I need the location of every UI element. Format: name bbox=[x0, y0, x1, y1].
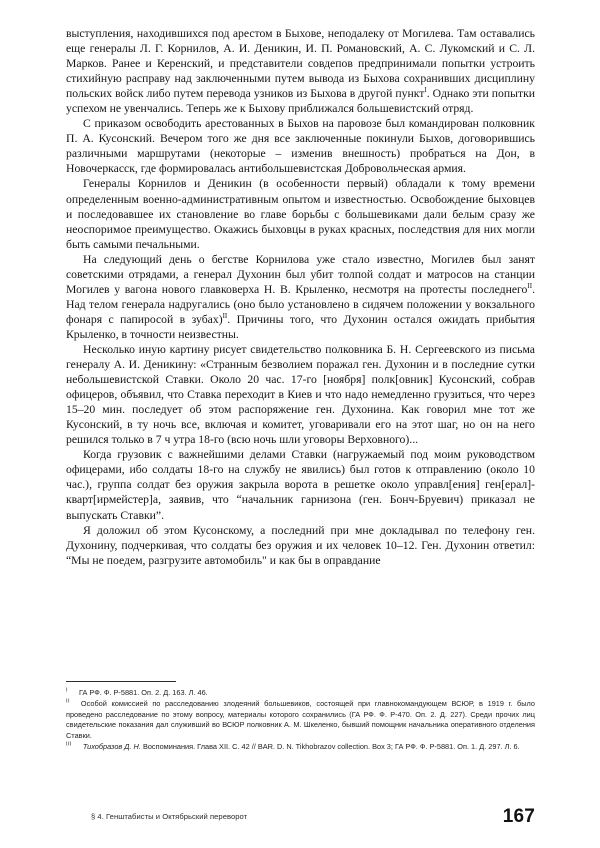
footnote-text-1: ГА РФ. Ф. Р-5881. Оп. 2. Д. 163. Л. 46. bbox=[78, 688, 208, 697]
paragraph-3 bbox=[66, 176, 535, 251]
page-number: 167 bbox=[502, 806, 535, 827]
footnote-item-1 bbox=[66, 688, 535, 699]
footnote-marker-2: II bbox=[66, 698, 70, 705]
paragraph-6 bbox=[66, 447, 535, 522]
footnote-marker-3: III bbox=[66, 741, 72, 748]
footnote-item-2 bbox=[66, 699, 535, 741]
footnote-author-3: Тихобразов Д. Н. bbox=[82, 741, 141, 751]
paragraph-4-text: На следующий день о бегстве Корнилова уже стало известно, Могилев был занят советскими отрядами, а генерал Духонин был убит толпой солдат и матросов на станции Могилев у вагона нового главковерха Н. В. Крыленко, несмотря на протесты последнего bbox=[66, 252, 535, 296]
running-header-title: § 4. Генштабисты и Октябрьский переворот bbox=[91, 812, 248, 821]
footnote-text-2: Особой комиссией по расследованию злодеяний большевиков, состоящей при главнокомандующем ВСЮР, в 1919 г. было проведено расследование по этому вопросу, материалы которого сохранились (ГА РФ. Ф. Р-470. Оп. 2. Д. 227). Среди прочих лиц свидетельские показания дал служивший во ВСЮР полковник А. М. Шкеленко, бывший помощник начальника оперативного отделения Ставки. bbox=[66, 699, 535, 740]
paragraph-5 bbox=[66, 342, 535, 447]
paragraph-1-text: выступления, находившихся под арестом в Быхове, неподалеку от Могилева. Там оставались еще генералы Л. Г. Корнилов, А. И. Деникин, И. П. Романовский, А. С. Лукомский и С. Л. Марков. Ранее и Керенский, и представители совдепов предпринимали попытки устроить стихийную расправу над заключенными путем вывода из Быхова сохранивших дисциплину польских войск либо путем перевода узников из Быхова в другой пункт bbox=[66, 27, 535, 101]
body-text-block bbox=[66, 26, 535, 568]
paragraph-1-text-after: . Однако эти попытки успехом не увенчались. Теперь же к Быхову приближался большевистский отряд. bbox=[66, 87, 536, 116]
paragraph-5-text: Несколько иную картину рисует свидетельство полковника Б. Н. Сергеевского из письма генералу А. И. Деникину: «Странным безволием поражал ген. Духонин и в последние сутки небольшевистской Ставки. Около 20 час. 17-го [ноября] полк[овник] Кусонский, собрав офицеров, объявил, что Ставка переходит в Киев и что надо немедленно грузиться, что через 15–20 мин. последует об этом распоряжение ген. Духонина. Как говорил мне тот же Кусонский, в ту ночь все, включая и комитет, уговаривали его на этот шаг, но он на него решился только в 7 ч утра 18-го (всю ночь шли уговоры Верховного)... bbox=[66, 342, 535, 447]
paragraph-3-text: Генералы Корнилов и Деникин (в особенности первый) обладали к тому времени определенным военно-административным опытом и известностью. Освобождение быховцев и последовавшее их становление во главе борьбы с большевиками дали белым сразу же неоспоримое преимущество. Окажись быховцы в руках красных, последствия для них могли быть самыми печальными. bbox=[66, 177, 535, 251]
paragraph-6-text: Когда грузовик с важнейшими делами Ставки (нагружаемый под моим руководством офицерами, ибо солдаты 18-го на службу не явились) был готов к отправлению (около 10 час.), группа солдат без оружия закрыла ворота в решетке около управл[ения] ген[ерал]-кварт[ирмейстер]а, заявив, что “начальник гарнизона (ген. Бонч-Бруевич) приказал не выпускать Ставки”. bbox=[66, 448, 535, 522]
paragraph-4-text-after-2: . Причины того, что Духонин остался ожидать прибытия Крыленко, в точности неизвестны. bbox=[66, 312, 535, 341]
paragraph-4-text-after: . Над телом генерала надругались (оно было установлено в сидячем положении у вокзального фонаря с папиросой в зубах) bbox=[66, 282, 535, 326]
paragraph-7 bbox=[66, 523, 535, 568]
footnote-ref-1: I bbox=[424, 86, 427, 95]
paragraph-4 bbox=[66, 252, 535, 342]
footnote-text-3: Воспоминания. Глава XII. С. 42 // BAR. D. N. Tikhobrazov collection. Box 3; ГА РФ. Ф. Р-5881. Оп. 1. Д. 297. Л. 6. bbox=[140, 741, 520, 751]
paragraph-2 bbox=[66, 116, 535, 176]
footnote-marker-1: I bbox=[66, 687, 68, 694]
footnote-item-3 bbox=[66, 742, 535, 753]
paragraph-7-text: Я доложил об этом Кусонскому, а последний при мне докладывал по телефону ген. Духонину, подчеркивая, что солдаты без оружия и их человек 10–12. Ген. Духонин ответил: “Мы не поедем, разгрузите автомобиль" и как бы в оправдание bbox=[66, 523, 535, 567]
footnote-ref-3: II bbox=[222, 312, 228, 320]
paragraph-1 bbox=[66, 26, 535, 116]
page-footer bbox=[66, 806, 535, 834]
footnote-separator-rule bbox=[66, 681, 176, 682]
footnote-ref-2: II bbox=[527, 281, 533, 290]
paragraph-2-text: С приказом освободить арестованных в Быхов на паровозе был командирован полковник П. А. Кусонский. Вечером того же дня все заключенные покинули Быхов, договорившись различными маршрутами (некоторые – изменив внешность) пробраться на Дон, в Новочеркасск, где формировалась антибольшевистская Добровольческая армия. bbox=[66, 117, 535, 176]
footnote-section bbox=[66, 681, 535, 753]
